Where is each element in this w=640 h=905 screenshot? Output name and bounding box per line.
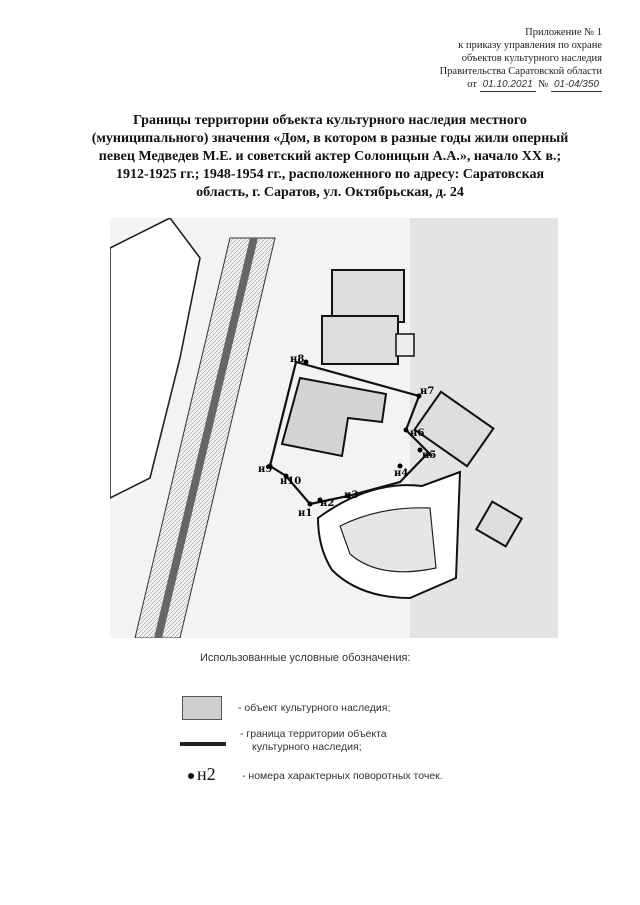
- annex-number: 01-04/350: [551, 78, 602, 92]
- point-n5-label: н5: [422, 450, 437, 461]
- point-n9-label: н9: [258, 464, 273, 475]
- annex-date: 01.10.2021: [480, 78, 536, 92]
- point-n6-label: н6: [410, 428, 425, 439]
- boundary-map: [110, 218, 558, 638]
- title-line-2: (муниципального) значения «Дом, в котором в разные годы жили оперный: [91, 131, 569, 146]
- point-n6-dot: [404, 428, 409, 433]
- map-building-3: [396, 334, 414, 356]
- legend-boundary-label-2: культурного наследия;: [252, 741, 362, 753]
- annex-line-3: объектов культурного наследия: [461, 53, 602, 64]
- legend-object-swatch: [182, 696, 222, 720]
- point-n7-label: н7: [420, 386, 435, 397]
- point-n3-label: н3: [344, 490, 359, 501]
- annex-header: [382, 26, 602, 92]
- legend-object-label: - объект культурного наследия;: [238, 702, 391, 714]
- legend-title: Использованные условные обозначения:: [200, 652, 411, 664]
- map-building-2: [322, 316, 398, 364]
- legend-point-sample: н2: [197, 764, 216, 784]
- document-title: [70, 112, 590, 202]
- map-building-1: [332, 270, 404, 322]
- point-n1-label: н1: [298, 508, 313, 519]
- legend-points-label: - номера характерных поворотных точек.: [242, 770, 443, 782]
- point-n1-dot: [308, 502, 313, 507]
- annex-date-line: [382, 78, 602, 92]
- annex-no: №: [538, 79, 549, 90]
- title-line-4: 1912-1925 гг.; 1948-1954 гг., расположенного по адресу: Саратовская: [115, 167, 545, 182]
- point-n10-label: н10: [280, 476, 302, 487]
- annex-ot: от: [467, 79, 477, 90]
- legend-boundary-swatch: [180, 742, 226, 746]
- title-line-1: Границы территории объекта культурного наследия местного: [133, 113, 527, 128]
- title-line-3: певец Медведев М.Е. и советский актер Солоницын А.А.», начало XX в.;: [98, 149, 562, 164]
- annex-line-2: к приказу управления по охране: [458, 40, 602, 51]
- legend-point-dot: [188, 773, 194, 779]
- point-n2-label: н2: [320, 498, 335, 509]
- annex-line-4: Правительства Саратовской области: [439, 66, 602, 77]
- point-n4-label: н4: [394, 468, 409, 479]
- point-n8-label: н8: [290, 354, 305, 365]
- title-line-5: область, г. Саратов, ул. Октябрьская, д. 24: [196, 185, 464, 200]
- legend-point-swatch: [188, 764, 216, 785]
- legend-boundary-label-1: - граница территории объекта: [240, 728, 387, 740]
- annex-line-1: Приложение № 1: [525, 27, 602, 38]
